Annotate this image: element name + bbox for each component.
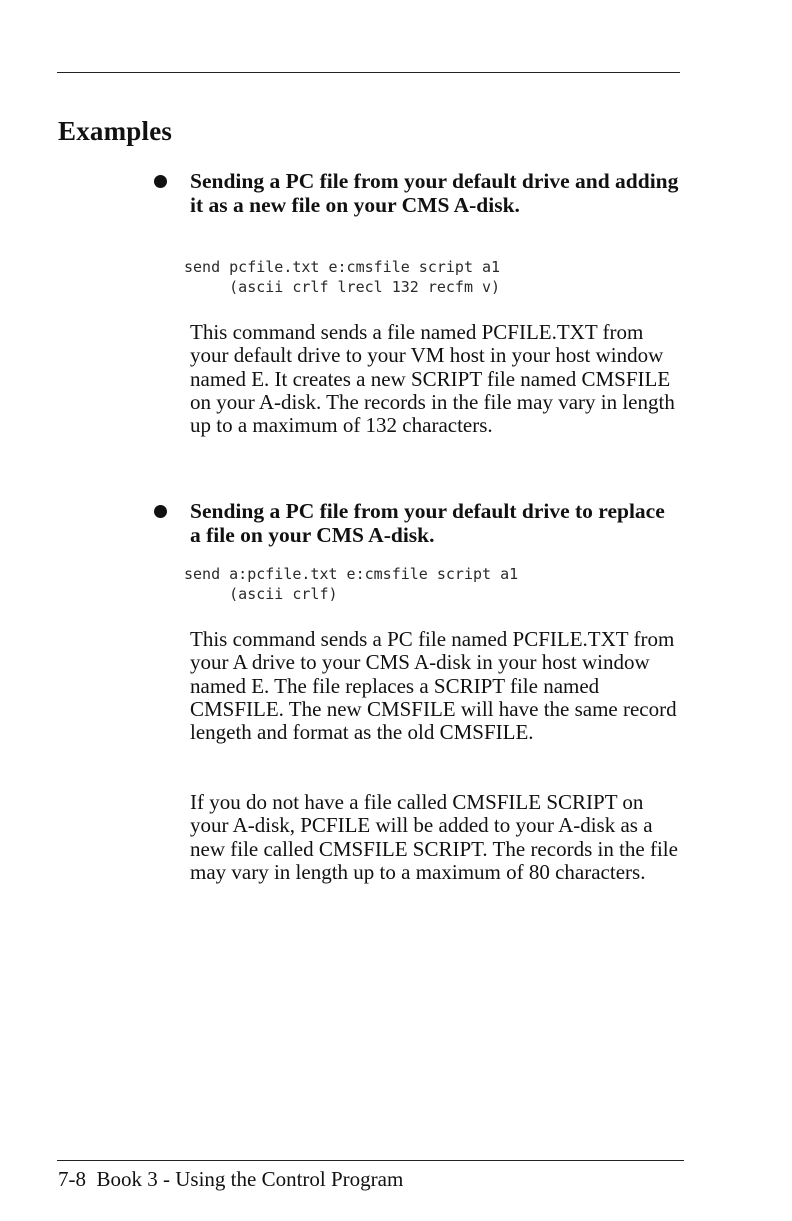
- example-2-command-line-2: (ascii crlf): [184, 585, 338, 603]
- example-1-command-line-2: (ascii crlf lrecl 132 recfm v): [184, 278, 501, 296]
- bottom-rule: [57, 1160, 684, 1161]
- section-heading: Examples: [58, 116, 173, 146]
- example-1-title: Sending a PC file from your default drive and adding it as a new file on your CMS A-disk.: [190, 169, 679, 217]
- page-footer: [58, 1166, 403, 1192]
- example-1-command: [184, 257, 500, 297]
- bullet-icon: [154, 505, 167, 518]
- book-section-title: Book 3 - Using the Control Program: [96, 1167, 404, 1191]
- example-1-description: This command sends a file named PCFILE.TXT from your default drive to your VM host in your host window named E. It creates a new SCRIPT file named CMSFILE on your A-disk. The records in the file may vary in length up to a maximum of 132 characters.: [190, 320, 675, 438]
- example-2-note: If you do not have a file called CMSFILE SCRIPT on your A-disk, PCFILE will be added to your A-disk as a new file called CMSFILE SCRIPT. The records in the file may vary in length up to a maximum of 80 characters.: [190, 790, 678, 884]
- example-2-command-line-1: send a:pcfile.txt e:cmsfile script a1: [184, 565, 519, 583]
- example-1-command-line-1: send pcfile.txt e:cmsfile script a1: [184, 258, 501, 276]
- page-number: 7-8: [58, 1167, 86, 1191]
- example-2-title: Sending a PC file from your default drive to replace a file on your CMS A-disk.: [190, 499, 665, 547]
- top-rule: [57, 72, 680, 73]
- bullet-icon: [154, 175, 167, 188]
- example-2-command: [184, 564, 518, 604]
- example-2-description: This command sends a PC file named PCFILE.TXT from your A drive to your CMS A-disk in your host window named E. The file replaces a SCRIPT file named CMSFILE. The new CMSFILE will have the same record lengeth and format as the old CMSFILE.: [190, 627, 677, 745]
